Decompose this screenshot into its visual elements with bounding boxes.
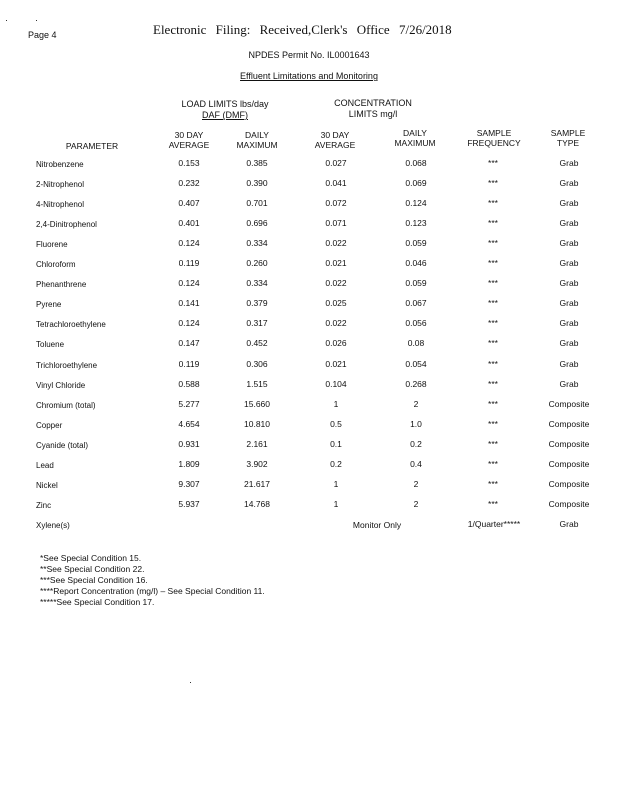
parameter-cell: Trichloroethylene [36,361,98,370]
footnote: *****See Special Condition 17. [40,597,155,607]
parameter-cell: Toluene [36,340,65,349]
parameter-cell: Lead [36,461,54,470]
frequency-cell: *** [488,499,498,509]
frequency-cell: *** [488,218,498,228]
conc-maximum-cell: 0.4 [410,459,422,469]
concentration-limits-group [313,98,433,120]
load-maximum-cell: 21.617 [244,479,270,489]
load-average-cell: 0.931 [178,439,200,449]
parameter-cell: Vinyl Chloride [36,381,86,390]
load-maximum-cell: 0.306 [246,359,268,369]
load-maximum-cell: 0.701 [246,198,268,208]
conc-average-cell: 0.1 [330,439,342,449]
load-maximum-cell: 0.334 [246,238,268,248]
sample-type-cell: Composite [548,479,590,489]
conc-maximum-cell: 0.067 [405,298,427,308]
col-header-load-average [154,130,224,150]
conc-average-cell: 0.072 [325,198,347,208]
load-average-cell: 5.277 [178,399,200,409]
load-average-cell: 9.307 [178,479,200,489]
load-maximum-cell: 0.260 [246,258,268,268]
frequency-cell: *** [488,278,498,288]
conc-average-cell: 0.041 [325,178,347,188]
parameter-cell: Nickel [36,481,58,490]
col-header-line: SAMPLE [550,128,586,138]
xylene-frequency: 1/Quarter***** [467,519,521,529]
load-limits-label: LOAD LIMITS lbs/day [181,99,269,109]
load-average-cell: 0.124 [178,318,200,328]
parameter-cell: Copper [36,421,63,430]
frequency-cell: *** [488,318,498,328]
sample-type-cell: Grab [559,198,579,208]
conc-average-cell: 0.027 [325,158,347,168]
load-average-cell: 0.401 [178,218,200,228]
conc-average-cell: 1 [333,479,339,489]
frequency-cell: *** [488,258,498,268]
frequency-cell: *** [488,298,498,308]
conc-maximum-cell: 0.059 [405,278,427,288]
load-maximum-cell: 10.810 [244,419,270,429]
sample-type-cell: Grab [559,298,579,308]
col-header-line: TYPE [556,138,580,148]
scan-speck [190,682,191,683]
conc-maximum-cell: 0.068 [405,158,427,168]
conc-maximum-cell: 0.054 [405,359,427,369]
footnote: *See Special Condition 15. [40,553,142,563]
load-average-cell: 5.937 [178,499,200,509]
load-average-cell: 0.147 [178,338,200,348]
load-average-cell: 0.153 [178,158,200,168]
frequency-cell: *** [488,198,498,208]
sample-type-cell: Grab [559,278,579,288]
parameter-cell: Pyrene [36,300,62,309]
load-maximum-cell: 0.317 [246,318,268,328]
footnote: ****Report Concentration (mg/l) – See Special Condition 11. [40,586,265,596]
parameter-cell: Tetrachloroethylene [36,320,106,329]
load-average-cell: 0.124 [178,238,200,248]
load-maximum-cell: 2.161 [246,439,268,449]
load-average-cell: 0.232 [178,178,200,188]
sample-type-cell: Composite [548,399,590,409]
parameter-cell: 2,4-Dinitrophenol [36,220,97,229]
conc-average-cell: 0.104 [325,379,347,389]
frequency-cell: *** [488,419,498,429]
parameter-cell: Fluorene [36,240,68,249]
load-limits-unit: DAF (DMF) [202,110,248,120]
parameter-cell: Chromium (total) [36,401,96,410]
xylene-type: Grab [559,519,579,529]
load-maximum-cell: 0.390 [246,178,268,188]
sample-type-cell: Composite [548,419,590,429]
conc-average-cell: 0.2 [330,459,342,469]
scan-speck [6,20,7,21]
sample-type-cell: Grab [559,379,579,389]
conc-average-cell: 0.071 [325,218,347,228]
load-maximum-cell: 3.902 [246,459,268,469]
conc-average-cell: 0.022 [325,278,347,288]
parameter-cell: Nitrobenzene [36,160,84,169]
frequency-cell: *** [488,459,498,469]
sample-type-cell: Grab [559,258,579,268]
parameter-cell: Zinc [36,501,52,510]
col-header-parameter: PARAMETER [65,141,119,151]
conc-average-cell: 0.021 [325,258,347,268]
conc-maximum-cell: 0.2 [410,439,422,449]
col-header-sample-type [533,128,603,148]
conc-maximum-cell: 0.046 [405,258,427,268]
conc-maximum-cell: 0.123 [405,218,427,228]
load-maximum-cell: 0.385 [246,158,268,168]
frequency-cell: *** [488,479,498,489]
load-average-cell: 0.119 [178,359,200,369]
load-maximum-cell: 15.660 [244,399,270,409]
col-header-line: FREQUENCY [467,138,521,148]
load-average-cell: 0.124 [178,278,200,288]
footnote: **See Special Condition 22. [40,564,145,574]
sample-type-cell: Grab [559,218,579,228]
footnote: ***See Special Condition 16. [40,575,148,585]
sample-type-cell: Composite [548,459,590,469]
sample-type-cell: Grab [559,359,579,369]
parameter-cell: 2-Nitrophenol [36,180,85,189]
col-header-conc-maximum [380,128,450,148]
sample-type-cell: Composite [548,439,590,449]
xylene-monitor-note: Monitor Only [352,520,402,530]
scan-speck [36,20,37,21]
load-average-cell: 0.588 [178,379,200,389]
col-header-line: MAXIMUM [394,138,436,148]
col-header-line: AVERAGE [168,140,210,150]
col-header-sample-frequency [455,128,533,148]
col-header-line: SAMPLE [476,128,512,138]
permit-number: NPDES Permit No. IL0001643 [248,50,370,60]
load-average-cell: 0.119 [178,258,200,268]
xylene-parameter: Xylene(s) [36,521,70,530]
sample-type-cell: Grab [559,338,579,348]
col-header-line: AVERAGE [314,140,356,150]
sample-type-cell: Grab [559,178,579,188]
conc-average-cell: 0.022 [325,238,347,248]
page-number: Page 4 [28,30,57,40]
sample-type-cell: Grab [559,158,579,168]
conc-maximum-cell: 1.0 [410,419,422,429]
col-header-line: DAILY [403,128,427,138]
frequency-cell: *** [488,379,498,389]
section-title: Effluent Limitations and Monitoring [240,71,378,81]
col-header-line: 30 DAY [174,130,204,140]
concentration-unit: LIMITS mg/l [348,109,398,119]
frequency-cell: *** [488,178,498,188]
load-maximum-cell: 1.515 [246,379,268,389]
load-maximum-cell: 0.452 [246,338,268,348]
col-header-load-maximum [222,130,292,150]
filing-stamp: Electronic Filing: Received,Clerk's Office 7/26/2018 [153,22,452,37]
conc-maximum-cell: 2 [413,499,419,509]
col-header-line: 30 DAY [320,130,350,140]
frequency-cell: *** [488,338,498,348]
conc-average-cell: 0.026 [325,338,347,348]
conc-maximum-cell: 0.056 [405,318,427,328]
load-maximum-cell: 14.768 [244,499,270,509]
load-average-cell: 0.141 [178,298,200,308]
col-header-line: MAXIMUM [236,140,278,150]
conc-average-cell: 0.021 [325,359,347,369]
load-average-cell: 0.407 [178,198,200,208]
conc-average-cell: 1 [333,499,339,509]
conc-maximum-cell: 0.124 [405,198,427,208]
frequency-cell: *** [488,359,498,369]
concentration-label: CONCENTRATION [334,98,412,108]
col-header-conc-average [300,130,370,150]
load-average-cell: 4.654 [178,419,200,429]
conc-maximum-cell: 0.08 [407,338,425,348]
parameter-cell: 4-Nitrophenol [36,200,85,209]
parameter-cell: Chloroform [36,260,76,269]
load-average-cell: 1.809 [178,459,200,469]
frequency-cell: *** [488,439,498,449]
load-limits-group [165,99,285,121]
frequency-cell: *** [488,399,498,409]
conc-maximum-cell: 2 [413,479,419,489]
conc-maximum-cell: 0.059 [405,238,427,248]
conc-average-cell: 0.022 [325,318,347,328]
load-maximum-cell: 0.379 [246,298,268,308]
conc-maximum-cell: 2 [413,399,419,409]
conc-average-cell: 1 [333,399,339,409]
conc-average-cell: 0.5 [330,419,342,429]
sample-type-cell: Grab [559,238,579,248]
footnotes [40,553,265,608]
load-maximum-cell: 0.696 [246,218,268,228]
sample-type-cell: Grab [559,318,579,328]
frequency-cell: *** [488,158,498,168]
parameter-cell: Cyanide (total) [36,441,89,450]
load-maximum-cell: 0.334 [246,278,268,288]
conc-maximum-cell: 0.069 [405,178,427,188]
conc-average-cell: 0.025 [325,298,347,308]
sample-type-cell: Composite [548,499,590,509]
conc-maximum-cell: 0.268 [405,379,427,389]
parameter-cell: Phenanthrene [36,280,87,289]
frequency-cell: *** [488,238,498,248]
col-header-line: DAILY [245,130,269,140]
